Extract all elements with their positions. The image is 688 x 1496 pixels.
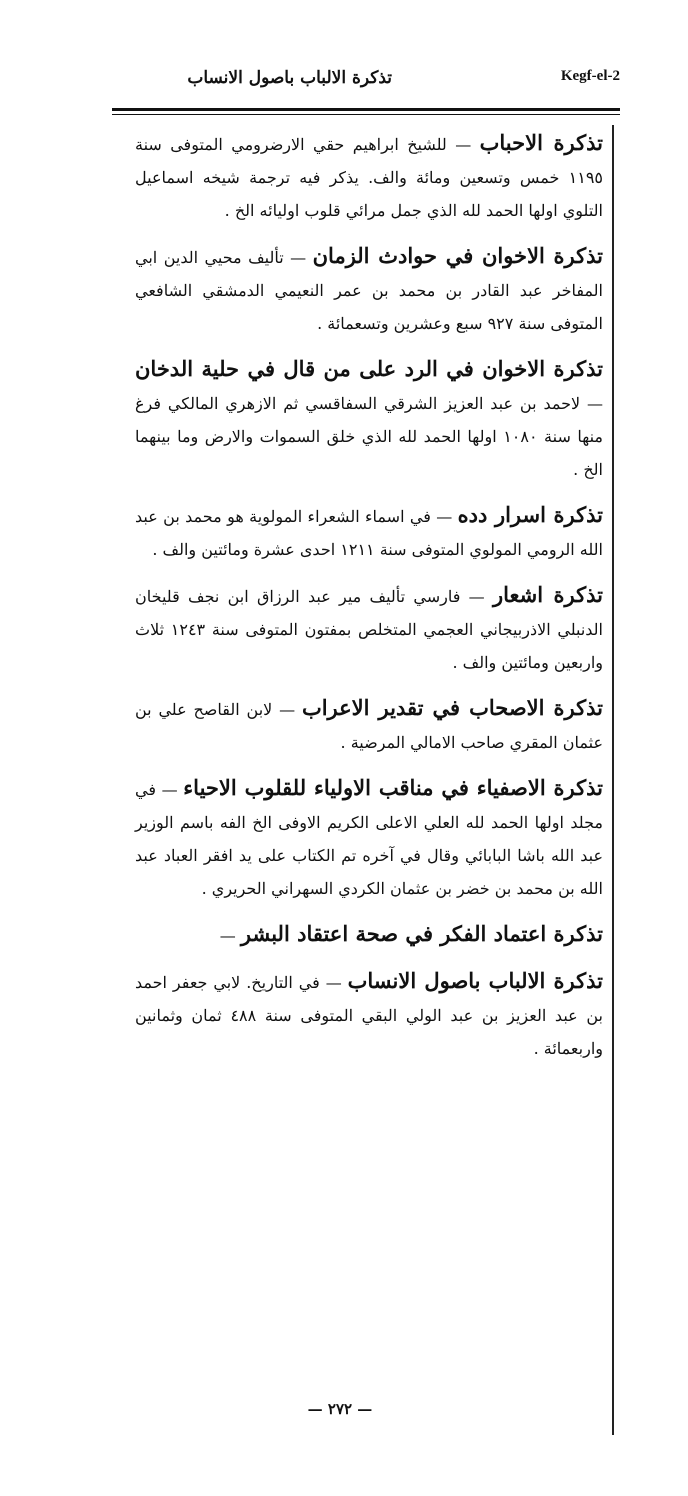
entry-term: تذكرة الالباب باصول الانساب bbox=[347, 968, 604, 993]
entry-text: — لابن القاصح علي بن عثمان المقري صاحب الامالي المرضية . bbox=[135, 700, 603, 752]
margin-rule bbox=[612, 125, 614, 1435]
page-number: — ٢٧٢ — bbox=[307, 1400, 373, 1418]
running-header bbox=[112, 60, 620, 98]
entry bbox=[135, 691, 603, 759]
entry-term: تذكرة الاصفياء في مناقب الاولياء للقلوب الاحياء bbox=[183, 775, 603, 800]
entry-term: تذكرة اعتماد الفكر في صحة اعتقاد البشر bbox=[240, 921, 603, 946]
entry bbox=[135, 964, 603, 1065]
entry bbox=[135, 578, 603, 679]
header-rule-thin bbox=[112, 114, 620, 115]
entry-text: — في مجلد اولها الحمد لله العلي الاعلى الكريم الاوفى الخ الفه باسم الوزير عبد الله باشا البابائي وقال في آخره تم الكتاب على يد افقر العباد عبد الله بن محمد بن خضر بن عثمان الكردي السهراني الحريري . bbox=[135, 780, 603, 898]
entry-term: تذكرة اسرار دده bbox=[457, 502, 603, 527]
page-code: Kegf-el-2 bbox=[560, 68, 620, 84]
entry-text: — bbox=[219, 926, 241, 945]
page-body bbox=[135, 126, 603, 1077]
entry bbox=[135, 771, 603, 905]
entry bbox=[135, 352, 603, 486]
entry-text: — فارسي تأليف مير عبد الرزاق ابن نجف قليخان الدنبلي الاذربيجاني العجمي المتخلص بمفتون المتوفى سنة ١٢٤٣ ثلاث واربعين ومائتين والف . bbox=[135, 587, 604, 672]
entry-term: تذكرة الاخوان في الرد على من قال في حلية الدخان bbox=[135, 356, 603, 381]
entry bbox=[135, 126, 603, 227]
entry-term: تذكرة الاحباب bbox=[479, 130, 603, 155]
entry-term: تذكرة اشعار bbox=[492, 582, 603, 607]
entry-text: — تأليف محيي الدين ابي المفاخر عبد القادر بن محمد بن عمر النعيمي الدمشقي الشافعي المتوفى سنة ٩٢٧ سبع وعشرين وتسعمائة . bbox=[135, 248, 603, 333]
entry bbox=[135, 498, 603, 566]
entry-text: — لاحمد بن عبد العزيز الشرقي السفاقسي ثم الازهري المالكي فرغ منها سنة ١٠٨٠ اولها الحمد لله الذي خلق السموات والارض وما بينهما الخ . bbox=[135, 394, 603, 479]
entry-text: — في التاريخ. لابي جعفر احمد بن عبد العزيز بن عبد الولي البقي المتوفى سنة ٤٨٨ ثمان وثمانين واربعمائة . bbox=[135, 973, 604, 1058]
entry-text: — في اسماء الشعراء المولوية هو محمد بن عبد الله الرومي المولوي المتوفى سنة ١٢١١ احدى عشرة ومائتين والف . bbox=[135, 507, 603, 559]
header-rule bbox=[112, 108, 620, 111]
running-title: تذكرة الالباب باصول الانساب bbox=[187, 68, 392, 88]
entry-text: — للشيخ ابراهيم حقي الارضرومي المتوفى سنة ١١٩٥ خمس وتسعين ومائة والف. يذكر فيه ترجمة شيخه اسماعيل التلوي اولها الحمد لله الذي جمل مرائي قلوب اوليائه الخ . bbox=[135, 135, 603, 220]
entry bbox=[135, 239, 603, 340]
entry bbox=[135, 917, 603, 952]
entry-term: تذكرة الاخوان في حوادث الزمان bbox=[312, 243, 603, 268]
entry-term: تذكرة الاصحاب في تقدير الاعراب bbox=[301, 695, 604, 720]
